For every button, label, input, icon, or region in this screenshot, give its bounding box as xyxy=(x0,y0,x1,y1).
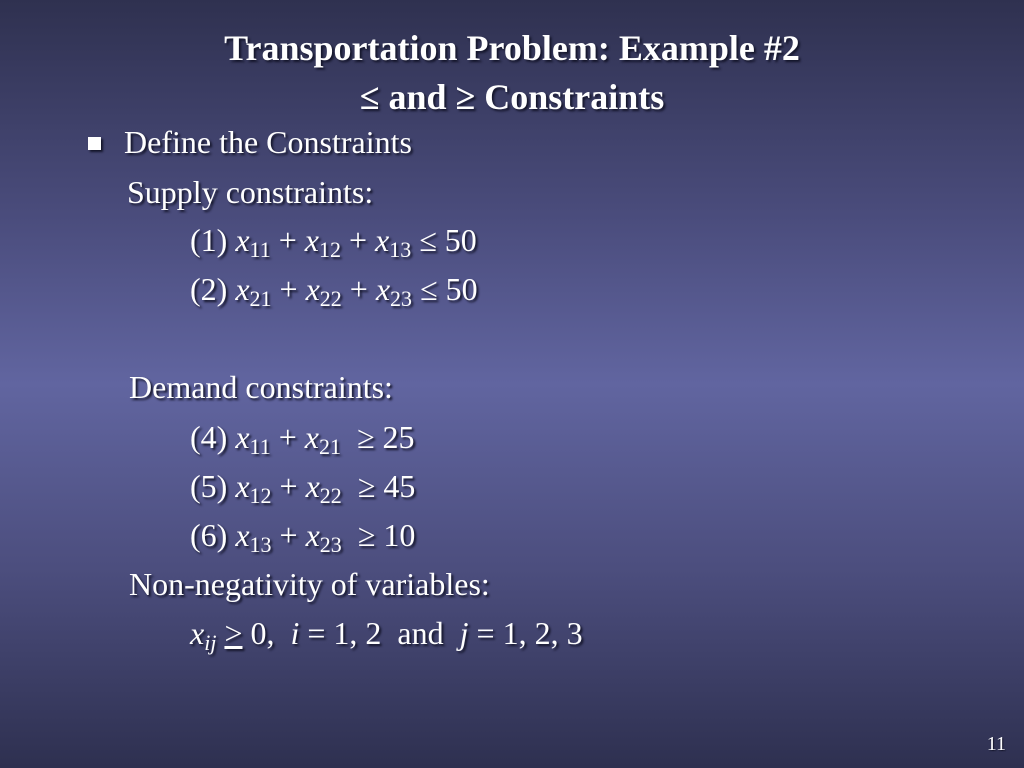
variable: x xyxy=(375,222,390,258)
nonnegativity-heading: Non-negativity of variables: xyxy=(129,566,490,602)
relation: ≤ xyxy=(419,222,437,258)
subscript: 11 xyxy=(249,434,271,459)
subscript: 12 xyxy=(249,483,272,508)
subscript: 23 xyxy=(390,286,413,311)
subscript: 22 xyxy=(319,286,342,311)
constraint-label: (1) xyxy=(190,222,228,258)
index-i: i xyxy=(290,615,300,651)
relation: ≥ xyxy=(357,517,376,553)
rhs-value: 25 xyxy=(382,419,415,455)
constraint-label: (6) xyxy=(190,517,228,553)
constraint-label: (4) xyxy=(190,419,228,455)
demand-heading: Demand constraints: xyxy=(129,369,393,405)
page-number: 11 xyxy=(986,733,1006,755)
variable: x xyxy=(305,468,320,504)
subscript: 12 xyxy=(318,237,341,262)
demand-constraint-4: (4) $x_{11} + x_{21} \ge 25$ xyxy=(190,419,415,459)
subscript: ij xyxy=(204,630,217,655)
variable: x xyxy=(235,419,250,455)
subscript: 22 xyxy=(319,483,342,508)
variable: x xyxy=(235,517,250,553)
nonneg-text-3: = 1, 2, 3 xyxy=(468,615,583,651)
nonneg-text-1: 0, xyxy=(242,615,291,651)
square-bullet-icon xyxy=(88,137,101,150)
variable: x xyxy=(304,419,319,455)
variable: x xyxy=(235,468,250,504)
constraint-label: (2) xyxy=(190,271,228,307)
supply-constraint-1: (1) $x_{11} + x_{12} + x_{13} \le 50$ xyxy=(190,222,477,262)
variable: x xyxy=(304,222,319,258)
subscript: 21 xyxy=(249,286,272,311)
supply-constraint-2: (2) $x_{21} + x_{22} + x_{23} \le 50$ xyxy=(190,271,478,311)
subscript: 21 xyxy=(318,434,341,459)
variable: x xyxy=(305,517,320,553)
subscript: 13 xyxy=(249,532,272,557)
variable: x xyxy=(235,222,250,258)
subscript: 23 xyxy=(319,532,342,557)
relation: ≤ xyxy=(420,271,438,307)
bullet-text: Define the Constraints xyxy=(124,124,412,160)
index-j: j xyxy=(459,615,469,651)
demand-constraint-6: (6) $x_{13} + x_{23} \ge 10$ xyxy=(190,517,416,557)
rhs-value: 50 xyxy=(445,271,478,307)
supply-heading: Supply constraints: xyxy=(127,174,374,210)
relation: ≥ xyxy=(357,468,376,504)
rhs-value: 45 xyxy=(383,468,416,504)
rhs-value: 50 xyxy=(444,222,477,258)
subscript: 13 xyxy=(389,237,412,262)
variable: x xyxy=(190,615,205,651)
slide-title-line-2: ≤ and ≥ Constraints xyxy=(359,77,665,117)
demand-constraint-5: (5) $x_{12} + x_{22} \ge 45$ xyxy=(190,468,416,508)
rhs-value: 10 xyxy=(383,517,416,553)
relation: ≥ xyxy=(356,419,375,455)
variable: x xyxy=(375,271,391,307)
constraint-label: (5) xyxy=(190,468,228,504)
subscript: 11 xyxy=(249,237,271,262)
slide-title-line-1: Transportation Problem: Example #2 xyxy=(224,28,800,68)
variable: x xyxy=(305,271,320,307)
variable: x xyxy=(235,271,250,307)
relation: > xyxy=(224,615,243,651)
nonnegativity-constraint xyxy=(190,613,583,653)
nonneg-text-2: = 1, 2 and xyxy=(299,615,460,651)
